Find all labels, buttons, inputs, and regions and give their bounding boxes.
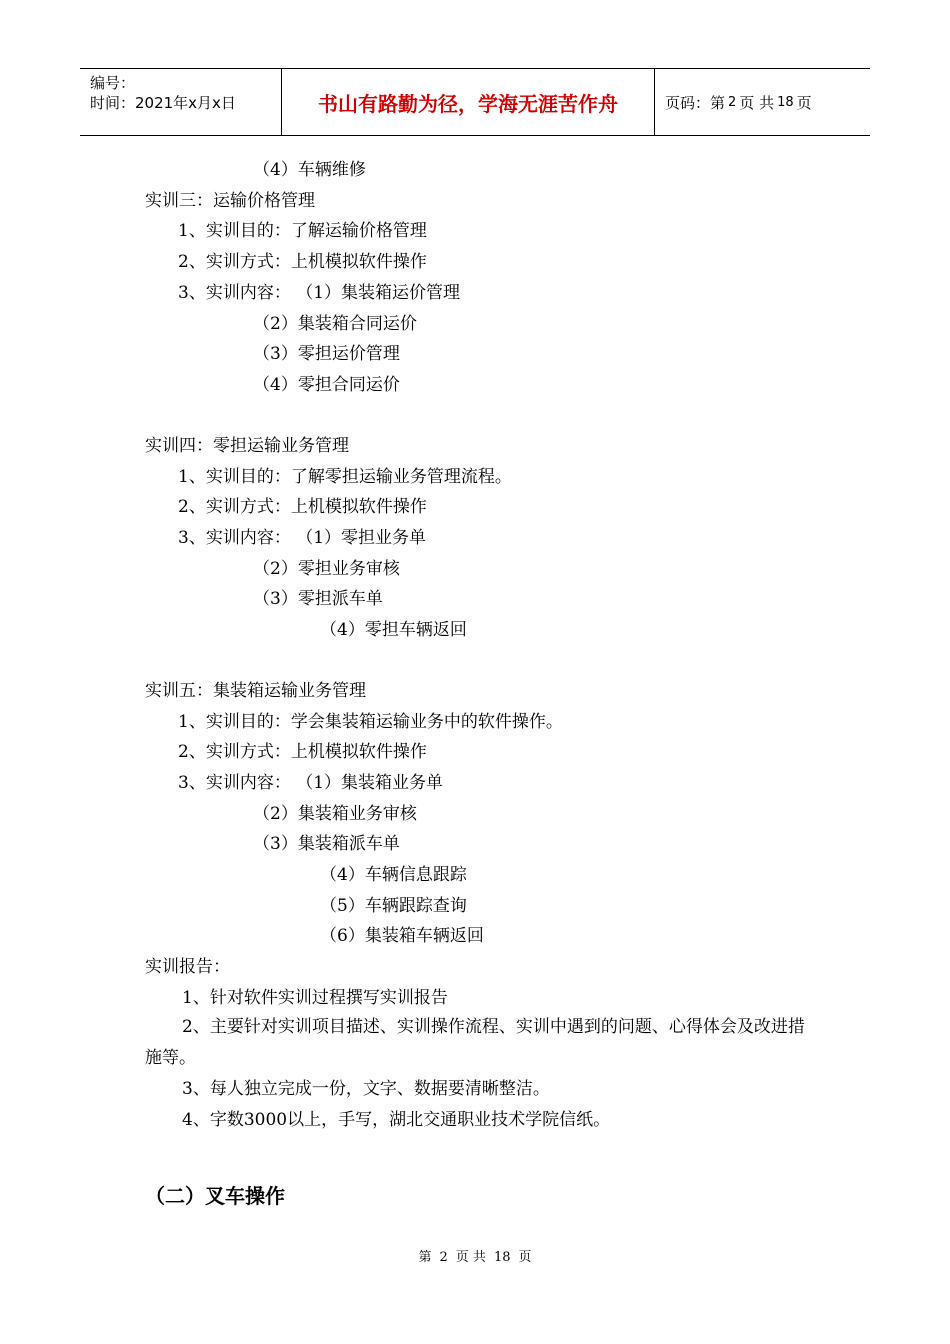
text-line: （4）零担车辆返回 [320,620,467,640]
header-meta [80,69,282,135]
header-page-info [655,69,870,135]
page-footer [0,1246,950,1265]
page-header [80,68,870,136]
section-heading: （二）叉车操作 [145,1184,285,1208]
page-total: 18 [777,94,794,110]
text-line: 1、实训目的：了解零担运输业务管理流程。 [178,467,512,487]
text-line: 1、实训目的：了解运输价格管理 [178,221,427,241]
text-line: 2、实训方式：上机模拟软件操作 [178,742,427,762]
text-line: 2、实训方式：上机模拟软件操作 [178,252,427,272]
text-line: （3）零担运价管理 [253,344,400,364]
text-line: 1、实训目的：学会集装箱运输业务中的软件操作。 [178,712,563,732]
text-line: 3、实训内容： （1）集装箱运价管理 [178,283,461,303]
text-line: 4、字数3000以上，手写，湖北交通职业技术学院信纸。 [182,1110,611,1130]
footer-prefix: 第 [418,1250,432,1265]
header-motto: 书山有路勤为径，学海无涯苦作舟 [282,69,655,135]
text-line: （2）零担业务审核 [253,559,400,579]
section-title: 实训五：集装箱运输业务管理 [145,681,366,701]
text-line: （4）零担合同运价 [253,375,400,395]
text-line: （5）车辆跟踪查询 [320,896,467,916]
section-title: 实训报告： [145,957,230,977]
text-line: 1、针对软件实训过程撰写实训报告 [182,988,448,1008]
text-line: （2）集装箱合同运价 [253,314,417,334]
page-suffix: 页 [796,93,812,112]
text-line: （4）车辆维修 [253,160,366,180]
text-line: （4）车辆信息跟踪 [320,865,467,885]
page-mid: 页 共 [739,93,775,112]
section-title: 实训三：运输价格管理 [145,191,315,211]
text-line: 3、实训内容： （1）零担业务单 [178,528,427,548]
paragraph: 2、主要针对实训项目描述、实训操作流程、实训中遇到的问题、心得体会及改进措施等。 [145,1017,805,1068]
footer-mid: 页 共 [455,1250,486,1265]
text-line: （3）集装箱派车单 [253,834,400,854]
text-line: （6）集装箱车辆返回 [320,926,484,946]
section-title: 实训四：零担运输业务管理 [145,436,349,456]
text-line: 3、每人独立完成一份，文字、数据要清晰整洁。 [182,1079,550,1099]
document-time: 时间：2021年x月x日 [90,94,236,112]
text-line: （2）集装箱业务审核 [253,804,417,824]
footer-current: 2 [439,1250,448,1265]
text-line: 2、实训方式：上机模拟软件操作 [178,497,427,517]
footer-suffix: 页 [518,1250,532,1265]
footer-total: 18 [493,1250,511,1265]
page-current: 2 [728,94,737,110]
page-prefix: 页码：第 [665,93,726,112]
text-line: （3）零担派车单 [253,589,383,609]
text-line: 3、实训内容： （1）集装箱业务单 [178,773,444,793]
document-number-label: 编号： [90,74,136,92]
